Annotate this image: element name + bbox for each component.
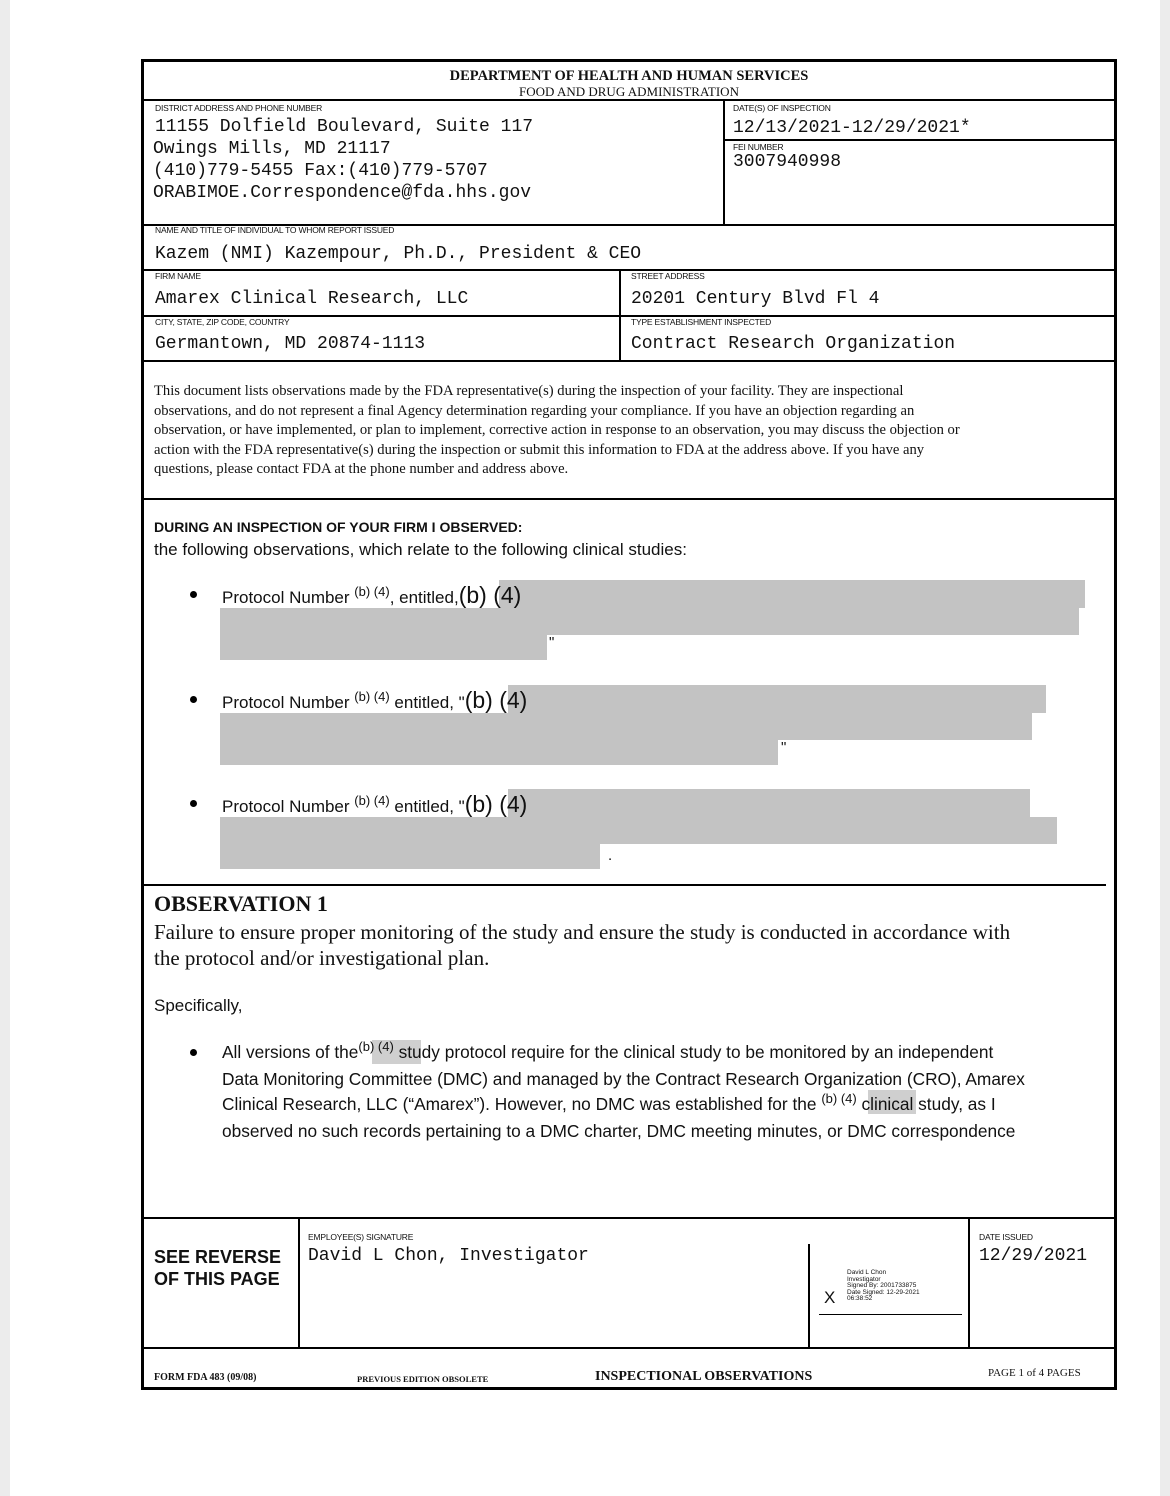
city-label: CITY, STATE, ZIP CODE, COUNTRY (155, 317, 290, 327)
fei-number: 3007940998 (733, 152, 842, 172)
redaction-box (508, 685, 1046, 713)
obsolete-note: PREVIOUS EDITION OBSOLETE (357, 1374, 489, 1384)
bullet-icon (190, 1049, 197, 1056)
district-phone-fax: (410)779-5455 Fax:(410)779-5707 (153, 161, 488, 181)
district-email: ORABIMOE.Correspondence@fda.hhs.gov (153, 183, 532, 203)
form-id: FORM FDA 483 (09/08) (154, 1372, 257, 1383)
redacted-title: (b) (4) (464, 791, 528, 817)
stamp-line: Signed By: 2001733875 (847, 1282, 917, 1289)
observed-heading: DURING AN INSPECTION OF YOUR FIRM I OBSERVED: (154, 519, 523, 535)
district-address-line: 11155 Dolfield Boulevard, Suite 117 (155, 117, 534, 137)
notice-line: observation, or have implemented, or plan to implement, corrective action in response to an observation, you may discuss the objection or (154, 422, 960, 439)
form-title: INSPECTIONAL OBSERVATIONS (595, 1369, 813, 1384)
protocol-middle: entitled, " (389, 797, 465, 816)
signature-line (819, 1314, 962, 1315)
stamp-line: Investigator (847, 1275, 881, 1283)
divider (144, 498, 1114, 500)
protocol-prefix: Protocol Number (222, 797, 350, 816)
inspection-dates: 12/13/2021-12/29/2021* (733, 118, 971, 138)
bullet-icon (190, 591, 197, 598)
see-reverse-line: SEE REVERSE (154, 1247, 282, 1267)
divider (144, 360, 1114, 362)
redaction-box (499, 580, 1085, 608)
see-reverse-line: OF THIS PAGE (154, 1269, 280, 1289)
redaction-box (220, 740, 778, 765)
bullet-icon (190, 696, 197, 703)
street-label: STREET ADDRESS (631, 271, 705, 281)
redaction-box (220, 635, 547, 660)
protocol-closing: " (781, 739, 787, 756)
redaction-box (220, 844, 600, 869)
divider (144, 1347, 1114, 1349)
redaction-box (220, 608, 1079, 635)
stamp-line: 06:38:52 (847, 1295, 873, 1302)
divider (144, 99, 1114, 101)
redacted-code: (b) (4) (821, 1091, 857, 1106)
stamp-line: David L Chon (847, 1269, 887, 1276)
protocol-prefix: Protocol Number (222, 588, 350, 607)
establishment-type: Contract Research Organization (631, 334, 956, 354)
redacted-code: (b) (4) (354, 689, 390, 704)
protocol-item (222, 791, 527, 818)
district-label: DISTRICT ADDRESS AND PHONE NUMBER (155, 103, 323, 113)
department-title: DEPARTMENT OF HEALTH AND HUMAN SERVICES (449, 68, 809, 84)
document-page (10, 0, 1160, 1496)
digital-signature-stamp (847, 1270, 920, 1303)
bullet-text: Clinical Research, LLC (“Amarex”). However, no DMC was established for the (222, 1094, 822, 1114)
redacted-code: (b) (4) (354, 584, 390, 599)
protocol-item (222, 687, 527, 714)
bullet-text: study protocol require for the clinical study to be monitored by an independent (393, 1042, 994, 1062)
divider (968, 1217, 970, 1347)
protocol-middle: , entitled, (389, 588, 459, 607)
bullet-text: observed no such records pertaining to a DMC charter, DMC meeting minutes, or DMC correspondence (222, 1120, 1016, 1141)
date-issued: 12/29/2021 (979, 1246, 1088, 1266)
inspection-dates-label: DATE(S) OF INSPECTION (733, 103, 831, 113)
redacted-title: (b) (4) (464, 687, 528, 713)
divider (298, 1217, 300, 1347)
agency-title: FOOD AND DRUG ADMINISTRATION (519, 84, 739, 99)
divider (144, 315, 1114, 317)
firm-name-label: FIRM NAME (155, 271, 201, 281)
redacted-code: (b) (4) (358, 1039, 394, 1054)
observed-subheading: the following observations, which relate to the following clinical studies: (154, 540, 687, 559)
protocol-closing: . (608, 847, 613, 864)
page-number: PAGE 1 of 4 PAGES (988, 1367, 1081, 1379)
individual-name: Kazem (NMI) Kazempour, Ph.D., President & CEO (155, 244, 642, 264)
observation-text-line: the protocol and/or investigational plan. (154, 946, 490, 970)
fei-label: FEI NUMBER (733, 142, 784, 152)
see-reverse-note (154, 1246, 281, 1290)
divider (723, 139, 1114, 141)
redacted-code: (b) (4) (354, 793, 390, 808)
bullet-text: Data Monitoring Committee (DMC) and managed by the Contract Research Organization (CRO), Amarex (222, 1068, 1025, 1089)
establishment-type-label: TYPE ESTABLISHMENT INSPECTED (631, 317, 772, 327)
date-issued-label: DATE ISSUED (979, 1232, 1033, 1242)
protocol-prefix: Protocol Number (222, 693, 350, 712)
divider (723, 99, 725, 224)
notice-paragraph (154, 382, 960, 480)
bullet-icon (190, 800, 197, 807)
observation-text-line: Failure to ensure proper monitoring of the study and ensure the study is conducted in accordance with (154, 920, 1011, 944)
fda-483-form (141, 59, 1117, 1390)
employee-signature: David L Chon, Investigator (308, 1246, 589, 1266)
protocol-closing: " (549, 634, 555, 651)
redaction-box (220, 817, 1057, 844)
protocol-item (222, 582, 521, 609)
signature-label: EMPLOYEE(S) SIGNATURE (308, 1232, 414, 1242)
observation-summary (154, 919, 1010, 971)
individual-label: NAME AND TITLE OF INDIVIDUAL TO WHOM REPORT ISSUED (155, 225, 395, 235)
street-address: 20201 Century Blvd Fl 4 (631, 289, 880, 309)
protocol-middle: entitled, " (389, 693, 465, 712)
divider (808, 1244, 810, 1347)
notice-line: observations, and do not represent a final Agency determination regarding your compliance. If you have an objection regarding an (154, 402, 915, 419)
redaction-box (220, 713, 1032, 740)
redacted-title: (b) (4) (458, 582, 522, 608)
district-address-line: Owings Mills, MD 21117 (153, 139, 391, 159)
signature-x-mark: X (824, 1288, 836, 1307)
divider (144, 269, 1114, 271)
specifically-label: Specifically, (154, 996, 243, 1015)
firm-name: Amarex Clinical Research, LLC (155, 289, 469, 309)
redaction-box (508, 789, 1030, 817)
observation-title: OBSERVATION 1 (154, 891, 328, 916)
bullet-text: clinical study, as I (856, 1094, 996, 1114)
stamp-line: Date Signed: 12-29-2021 (847, 1288, 920, 1296)
city-state-zip: Germantown, MD 20874-1113 (155, 334, 426, 354)
divider (144, 884, 1106, 886)
notice-line: action with the FDA representative(s) during the inspection or submit this information to FDA at the address above. If you have any (154, 441, 925, 458)
bullet-text: All versions of the (222, 1042, 359, 1062)
notice-line: This document lists observations made by the FDA representative(s) during the inspection of your facility. They are inspectional (154, 383, 904, 399)
observation-bullet (222, 1040, 1025, 1144)
notice-line: questions, please contact FDA at the phone number and address above. (154, 461, 569, 478)
